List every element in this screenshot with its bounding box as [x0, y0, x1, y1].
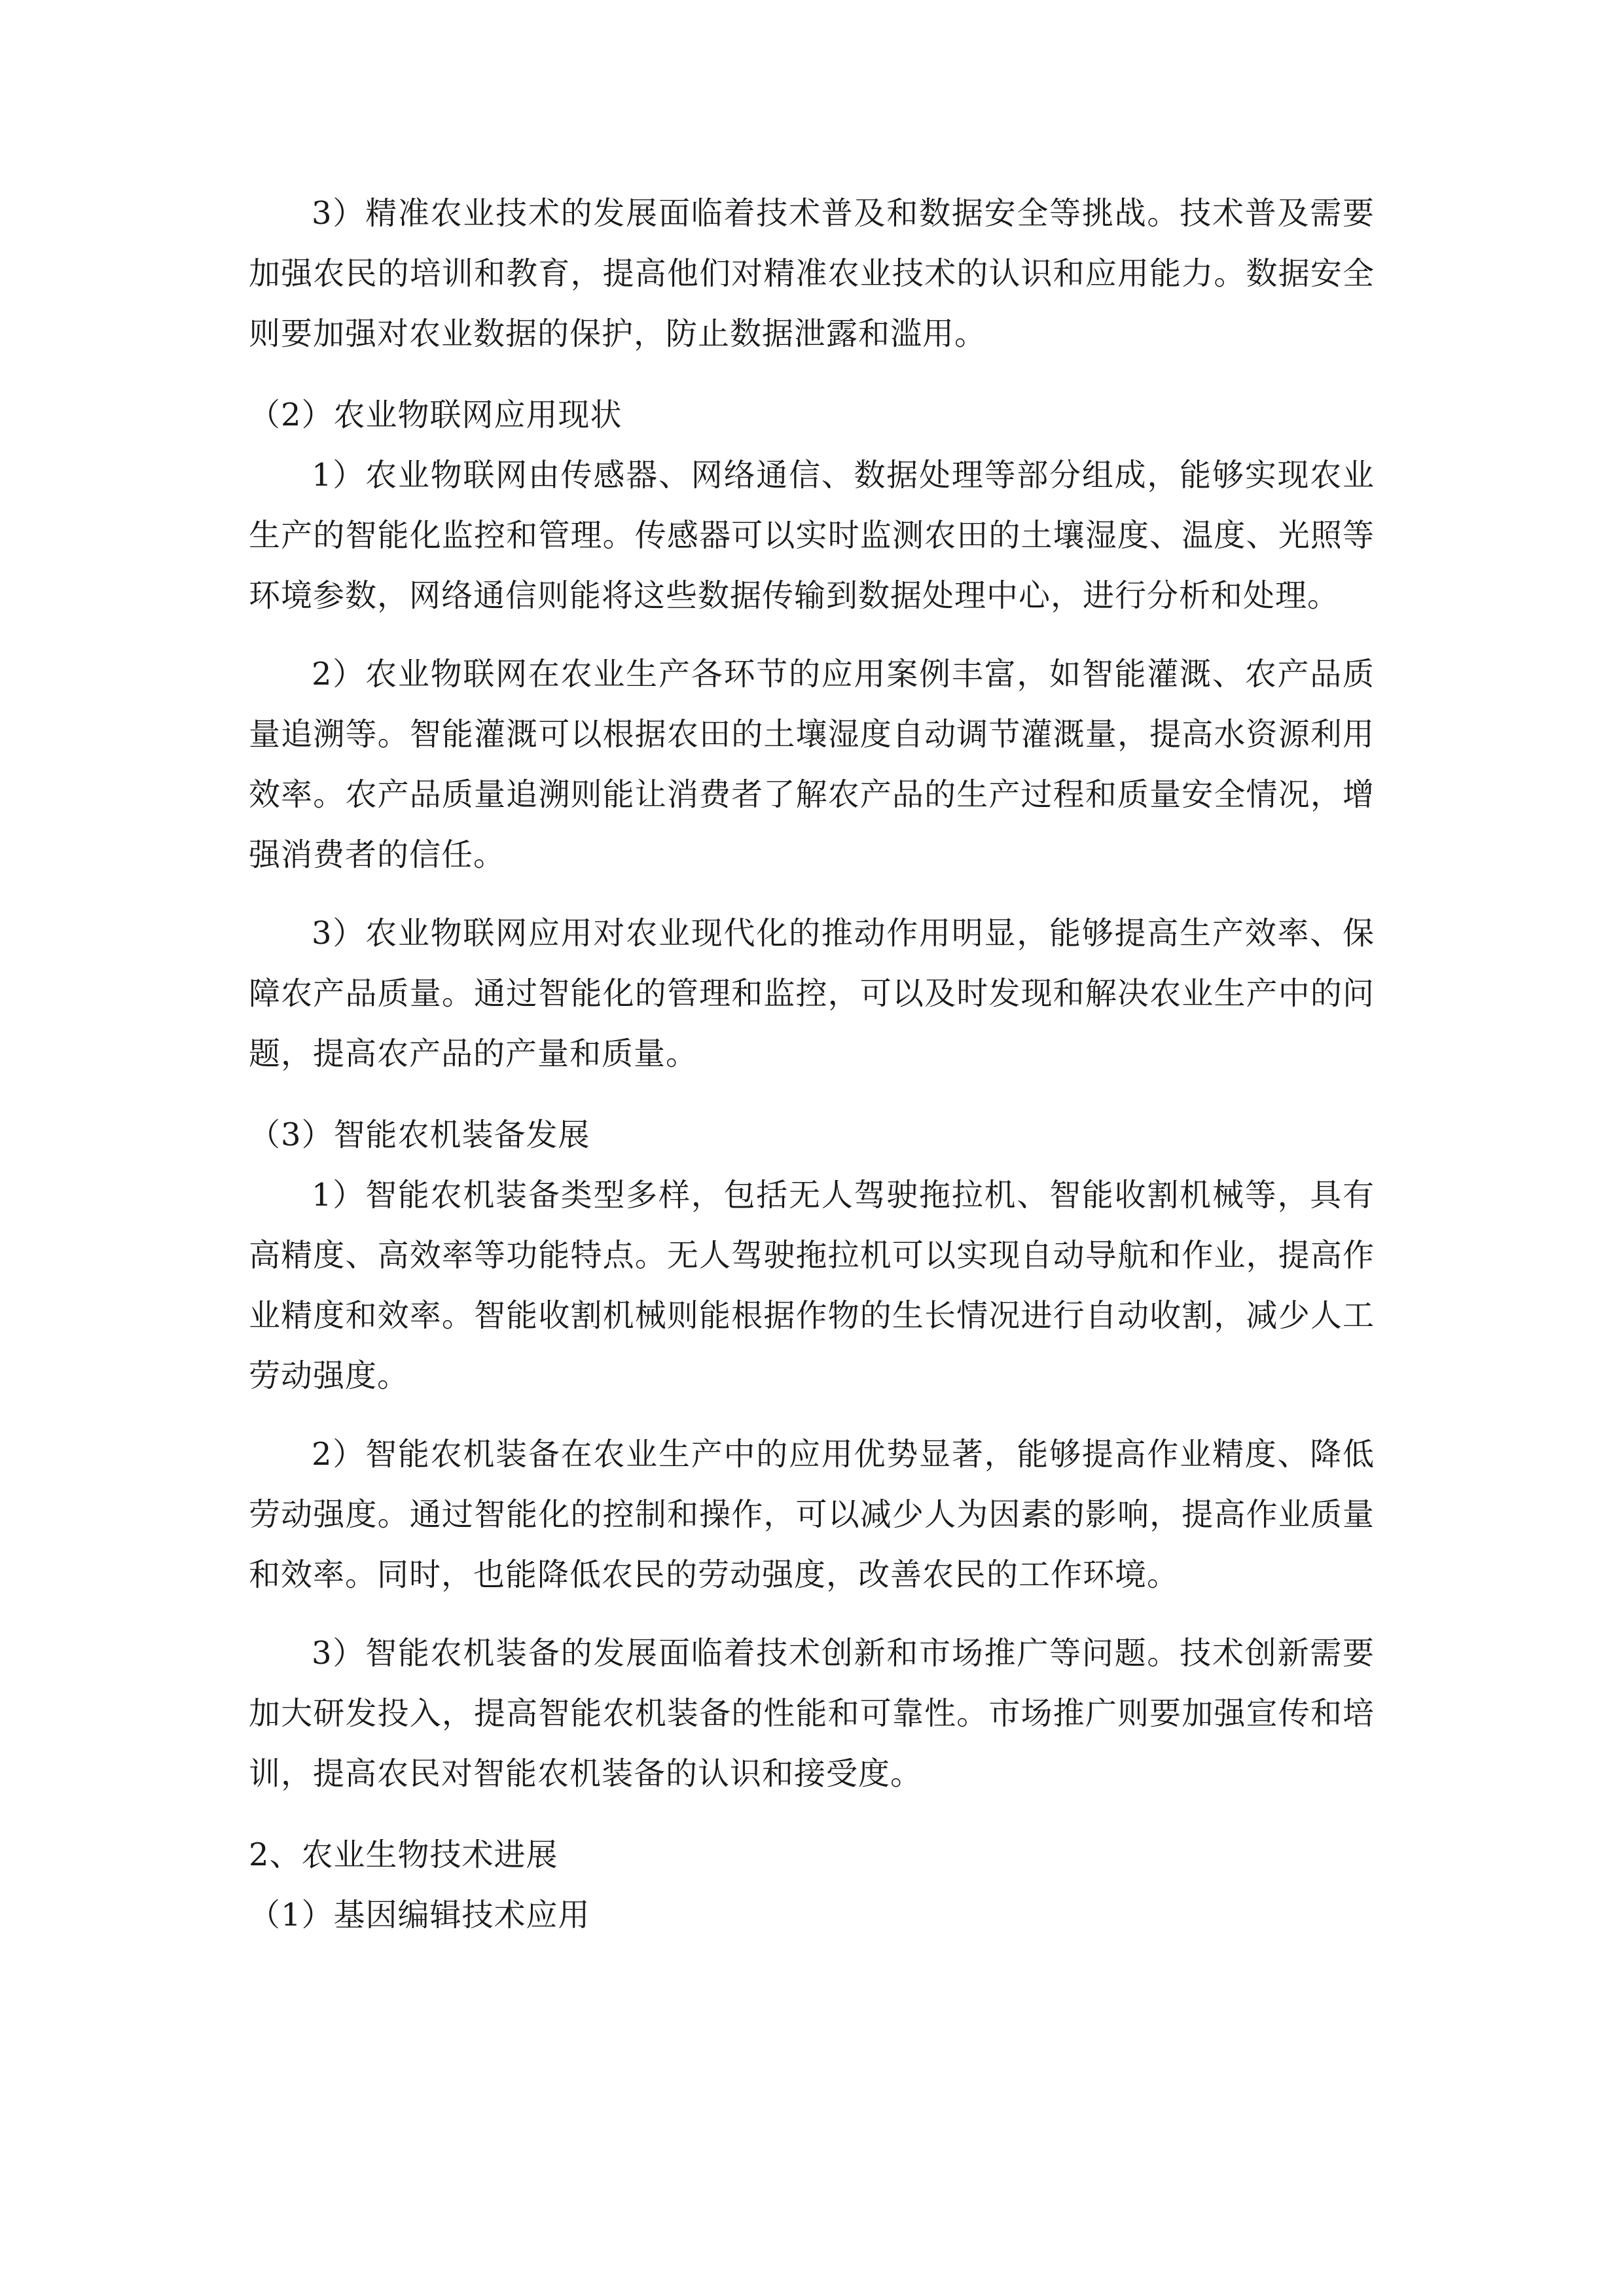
heading-smart-machinery: （3）智能农机装备发展 — [249, 1117, 590, 1153]
document-body — [249, 183, 1375, 1945]
paragraph-machinery-challenges: 3）智能农机装备的发展面临着技术创新和市场推广等问题。技术创新需要加大研发投入，提高智能农机装备的性能和可靠性。市场推广则要加强宣传和培训，提高农民对智能农机装备的认识和接受度。 — [249, 1635, 1375, 1792]
paragraph-iot-cases: 2）农业物联网在农业生产各环节的应用案例丰富，如智能灌溉、农产品质量追溯等。智能灌溉可以根据农田的土壤湿度自动调节灌溉量，提高水资源利用效率。农产品质量追溯则能让消费者了解农产品的生产过程和质量安全情况，增强消费者的信任。 — [249, 656, 1375, 873]
paragraph-iot-components: 1）农业物联网由传感器、网络通信、数据处理等部分组成，能够实现农业生产的智能化监控和管理。传感器可以实时监测农田的土壤湿度、温度、光照等环境参数，网络通信则能将这些数据传输到数据处理中心，进行分析和处理。 — [249, 457, 1375, 614]
heading-agri-biotech: 2、农业生物技术进展 — [249, 1837, 558, 1873]
heading-gene-editing: （1）基因编辑技术应用 — [249, 1897, 590, 1933]
paragraph-machinery-types: 1）智能农机装备类型多样，包括无人驾驶拖拉机、智能收割机械等，具有高精度、高效率等功能特点。无人驾驶拖拉机可以实现自动导航和作业，提高作业精度和效率。智能收割机械则能根据作物的生长情况进行自动收割，减少人工劳动强度。 — [249, 1177, 1375, 1394]
heading-agri-iot-status: （2）农业物联网应用现状 — [249, 397, 623, 433]
paragraph-machinery-advantages: 2）智能农机装备在农业生产中的应用优势显著，能够提高作业精度、降低劳动强度。通过智能化的控制和操作，可以减少人为因素的影响，提高作业质量和效率。同时，也能降低农民的劳动强度，改善农民的工作环境。 — [249, 1436, 1375, 1593]
paragraph-iot-modernization: 3）农业物联网应用对农业现代化的推动作用明显，能够提高生产效率、保障农产品质量。通过智能化的管理和监控，可以及时发现和解决农业生产中的问题，提高农产品的产量和质量。 — [249, 915, 1375, 1072]
paragraph-precision-agriculture-challenges: 3）精准农业技术的发展面临着技术普及和数据安全等挑战。技术普及需要加强农民的培训和教育，提高他们对精准农业技术的认识和应用能力。数据安全则要加强对农业数据的保护，防止数据泄露和滥用。 — [249, 195, 1375, 352]
